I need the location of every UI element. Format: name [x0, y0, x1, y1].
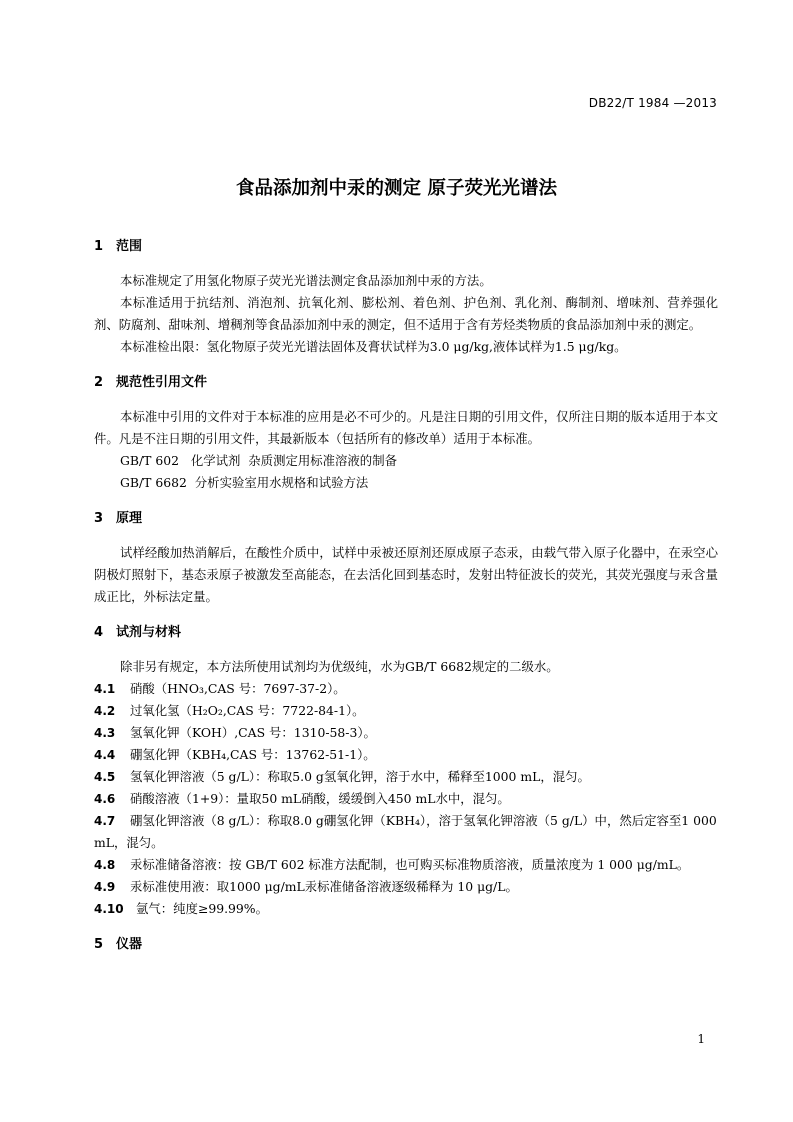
section-title: 范围 [116, 239, 143, 254]
item-text: 汞标准储备溶液：按 GB/T 602 标准方法配制，也可购买标准物质溶液，质量浓度为 1 000 μg/mL。 [130, 857, 690, 872]
item-number: 4.7 [94, 814, 116, 828]
section-heading-reagents [94, 622, 718, 644]
list-item [94, 876, 718, 898]
list-item [94, 678, 718, 700]
list-item [94, 810, 718, 854]
page-number: 1 [697, 1032, 705, 1046]
list-item [94, 744, 718, 766]
list-item [94, 898, 718, 920]
paragraph: 本标准适用于抗结剂、消泡剂、抗氧化剂、膨松剂、着色剂、护色剂、乳化剂、酶制剂、增味剂、营养强化剂、防腐剂、甜味剂、增稠剂等食品添加剂中汞的测定，但不适用于含有芳烃类物质的食品添加剂中汞的测定。 [94, 295, 718, 332]
item-number: 4.6 [94, 792, 116, 806]
list-item [94, 788, 718, 810]
document-body [94, 236, 718, 956]
item-text: 氩气：纯度≥99.99%。 [136, 901, 268, 916]
section-number: 3 [94, 511, 104, 526]
item-text: 过氧化氢（H₂O₂,CAS 号：7722-84-1）。 [130, 703, 365, 718]
list-item [94, 722, 718, 744]
item-text: 硼氢化钾（KBH₄,CAS 号：13762-51-1）。 [130, 747, 376, 762]
reference-item: GB/T 6682 分析实验室用水规格和试验方法 [120, 475, 369, 490]
section-title: 仪器 [116, 937, 143, 952]
item-number: 4.8 [94, 858, 116, 872]
item-number: 4.3 [94, 726, 116, 740]
item-text: 硝酸溶液（1+9）：量取50 mL硝酸，缓缓倒入450 mL水中，混匀。 [130, 791, 510, 806]
section-heading-principle [94, 508, 718, 530]
item-number: 4.9 [94, 880, 116, 894]
section-heading-normative-references [94, 372, 718, 394]
item-number: 4.4 [94, 748, 116, 762]
section-number: 1 [94, 239, 104, 254]
section-title: 原理 [116, 511, 143, 526]
list-item [94, 854, 718, 876]
item-text: 硼氢化钾溶液（8 g/L）：称取8.0 g硼氢化钾（KBH₄），溶于氢氧化钾溶液（5 g/L）中，然后定容至1 000 mL，混匀。 [94, 813, 717, 850]
page-title: 食品添加剂中汞的测定 原子荧光光谱法 [236, 178, 557, 199]
list-item [94, 700, 718, 722]
item-text: 氢氧化钾（KOH）,CAS 号：1310-58-3）。 [130, 725, 376, 740]
paragraph: 本标准检出限：氢化物原子荧光光谱法固体及膏状试样为3.0 μg/kg,液体试样为1.5 μg/kg。 [120, 339, 627, 354]
paragraph: 本标准规定了用氢化物原子荧光光谱法测定食品添加剂中汞的方法。 [120, 273, 492, 288]
section-number: 2 [94, 375, 104, 390]
item-number: 4.10 [94, 902, 124, 916]
section-title: 规范性引用文件 [116, 375, 208, 390]
paragraph: 除非另有规定，本方法所使用试剂均为优级纯，水为GB/T 6682规定的二级水。 [120, 659, 559, 674]
list-item [94, 766, 718, 788]
item-number: 4.1 [94, 682, 116, 696]
item-text: 汞标准使用液：取1000 μg/mL汞标准储备溶液逐级稀释为 10 μg/L。 [130, 879, 518, 894]
item-number: 4.2 [94, 704, 116, 718]
section-number: 4 [94, 625, 104, 640]
document-code: DB22/T 1984 —2013 [588, 96, 717, 110]
section-heading-scope [94, 236, 718, 258]
section-heading-instruments [94, 934, 718, 956]
item-text: 氢氧化钾溶液（5 g/L）：称取5.0 g氢氧化钾，溶于水中，稀释至1000 mL，混匀。 [130, 769, 590, 784]
section-title: 试剂与材料 [116, 625, 182, 640]
paragraph: 本标准中引用的文件对于本标准的应用是必不可少的。凡是注日期的引用文件，仅所注日期的版本适用于本文件。凡是不注日期的引用文件，其最新版本（包括所有的修改单）适用于本标准。 [94, 409, 718, 446]
paragraph: 试样经酸加热消解后，在酸性介质中，试样中汞被还原剂还原成原子态汞，由载气带入原子化器中，在汞空心阴极灯照射下，基态汞原子被激发至高能态，在去活化回到基态时，发射出特征波长的荧光，其荧光强度与汞含量成正比，外标法定量。 [94, 545, 718, 604]
reference-item: GB/T 602 化学试剂 杂质测定用标准溶液的制备 [120, 453, 397, 468]
item-text: 硝酸（HNO₃,CAS 号：7697-37-2）。 [130, 681, 346, 696]
section-number: 5 [94, 937, 104, 952]
item-number: 4.5 [94, 770, 116, 784]
